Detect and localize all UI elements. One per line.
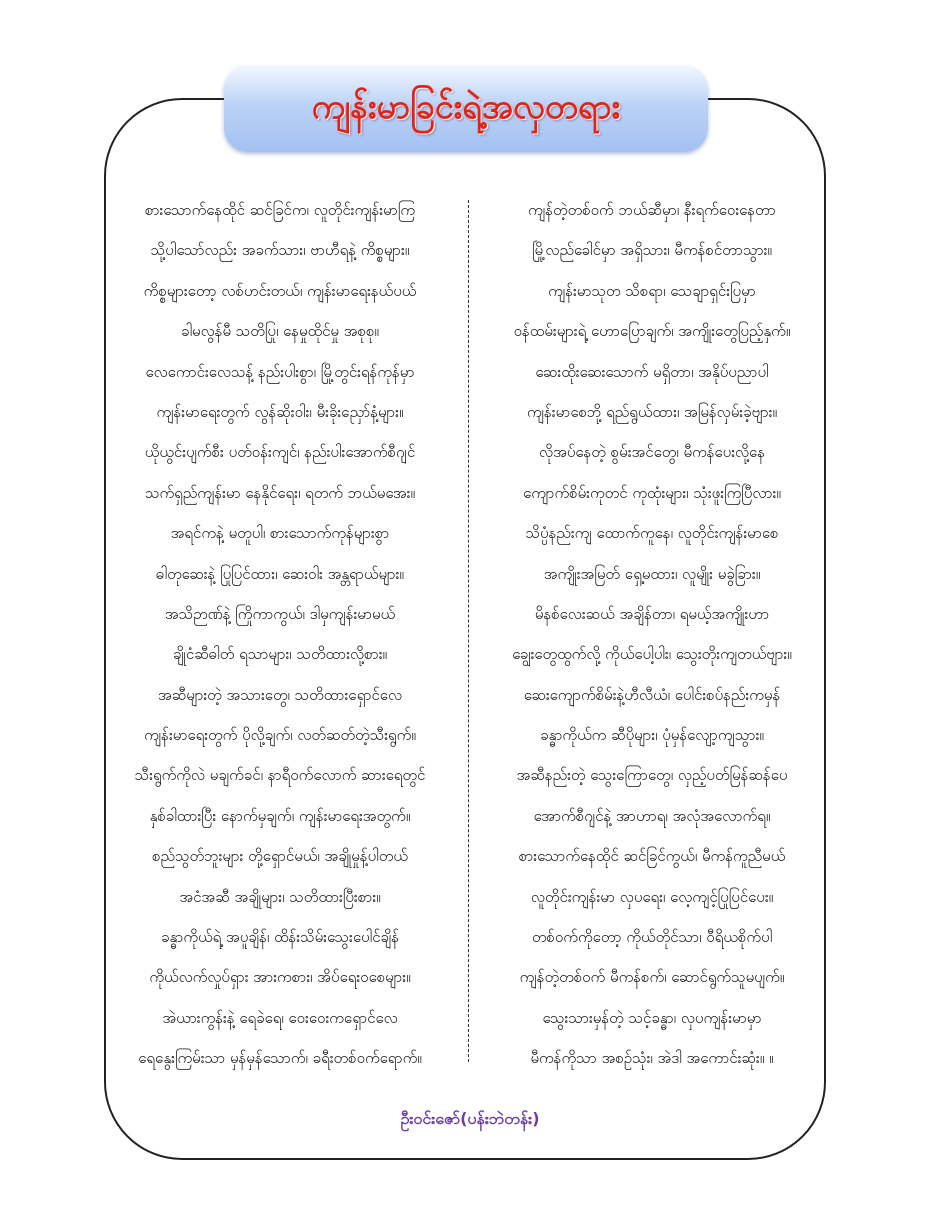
poem-line: အဲယားကွန်းနဲ့ ရေခဲရေ၊ ဝေးဝေးကရှောင်လေ xyxy=(162,1008,398,1027)
poem-line: အောက်စီဂျင်နဲ့ အာဟာရ၊ အလုံအလောက်ရ။ xyxy=(533,806,771,825)
poem-line: ကျန်းမာသုတ သိစရာ၊ သေချာရှင်းပြမှာ xyxy=(548,281,756,300)
poem-column-left xyxy=(110,190,450,1079)
poem-line: လိုအပ်နေတဲ့ စွမ်းအင်တွေ၊ မီကန်ပေးလို့နေ xyxy=(539,443,765,462)
poem-line: ခန္ဓာကိုယ်က ဆီပိုများ၊ ပုံမှန်လျော့ကျသွား။ xyxy=(540,726,764,745)
poem-line: စားသောက်နေထိုင် ဆင်ခြင်က၊ လူတိုင်းကျန်းမာကြ xyxy=(144,201,416,219)
poem-line: သီးရွက်ကိုလဲ မချက်ခင်၊ နာရီဝက်လောက် ဆားရေတွင် xyxy=(134,766,426,785)
poem-line: အဆီနည်းတဲ့ သွေးကြောတွေ၊ လှည့်ပတ်မြန်ဆန်ပေ xyxy=(516,766,788,785)
poem-line: စည်သွတ်ဘူးများ တို့ရှောင်မယ်၊ အချိုမှုန့်ပါတယ် xyxy=(152,847,408,866)
poem-line: တစ်ဝက်ကိုတော့ ကိုယ်တိုင်သာ၊ ဝီရိယစိုက်ပါ xyxy=(531,928,773,947)
poem-line: လေကောင်းလေသန့် နည်းပါးစွာ၊ မြို့တွင်းရန်ကုန်မှာ xyxy=(145,362,415,381)
poem-line: ရေနွေးကြမ်းသာ မှန်မှန်သောက်၊ ခရီးတစ်ဝက်ရောက်။ xyxy=(138,1049,422,1068)
poem-line: ဆေးကျောက်စိမ်းနဲ့ဟီလီယံ၊ ပေါင်းစပ်နည်းကမှန် xyxy=(523,685,781,704)
column-divider xyxy=(468,200,469,1062)
poem-line: ခါမလွန်မီ သတိပြု၊ နေမှုထိုင်မှု အစုစု။ xyxy=(181,322,379,341)
poem-line: ချိုငံဆီဓါတ် ရသာများ၊ သတိထားလို့စား။ xyxy=(172,645,388,664)
poem-line: ဓါတုဆေးနဲ့ ပြုပြင်ထား၊ ဆေးဝါး အန္တရာယ်များ။ xyxy=(156,564,404,583)
poem-column-right xyxy=(482,190,822,1079)
poem-line: ဝန်ထမ်းများရဲ့ ဟောပြောချက်၊ အကျိုးတွေပြည့်နှက်။ xyxy=(513,322,791,341)
poem-line: ကျန်တဲ့တစ်ဝက် မီကန်စက်၊ ဆောင်ရွက်သူမပျက်။ xyxy=(519,968,785,987)
poem-line: စားသောက်နေထိုင် ဆင်ခြင်ကွယ်၊ မီကန်ကူညီမယ် xyxy=(518,847,786,866)
poem-line: ယိုယွင်းပျက်စီး ပတ်ဝန်းကျင်၊ နည်းပါးအောက်စီဂျင် xyxy=(144,443,416,462)
poem-line: ကျန်းမာရေးတွက် ပိုလို့ချက်၊ လတ်ဆတ်တဲ့သီးရွက်။ xyxy=(144,726,416,745)
poem-line: ကျန်းမာရေးတွက် လွန်ဆိုးဝါး၊ မီးခိုးညှော်နံ့များ။ xyxy=(156,402,404,421)
poem-line: ချွေးတွေထွက်လို့ ကိုယ်ပေါ့ပါး၊ သွေးတိုးကျတယ်ဗျား။ xyxy=(512,645,792,664)
poem-line: ကျန်းမာစေဘို့ ရည်ရွယ်ထား၊ အမြန်လှမ်းခဲ့ဗျား။ xyxy=(526,402,778,421)
page-title: ကျန်းမာခြင်းရဲ့အလှတရား xyxy=(311,86,621,127)
poem-line: မိနစ်လေးဆယ် အချိန်တာ၊ ရမယ့်အကျိုးဟာ xyxy=(534,604,770,623)
poem-line: အသိဉာဏ်နဲ့ ကြိုကာကွယ်၊ ဒါမှကျန်းမာမယ် xyxy=(164,604,396,623)
poem-line: ခန္ဓာကိုယ်ရဲ့ အပူချိန်၊ ထိန်းသိမ်းသွေးပေါင်ချိန် xyxy=(160,928,400,947)
poem-line: အငံအဆီ အချိုများ၊ သတိထားပြီးစား။ xyxy=(179,887,381,906)
author-credit: ဦးဝင်းဇော်(ပန်းဘဲတန်း) xyxy=(400,1109,540,1128)
poem-line: မြို့လည်ခေါင်မှာ အရှိသား၊ မီကန်စင်တာသွား။ xyxy=(532,241,772,260)
poem-line: သွေးသားမှန်တဲ့ သင့်ခန္ဓာ၊ လှပကျန်းမာမှာ xyxy=(542,1008,762,1027)
poem-line: ဆေးထိုးဆေးသောက် မရှိတာ၊ အနိုပ်ပညာပါ xyxy=(535,362,769,381)
poem-line: သိပ္ပံနည်းကျ ထောက်ကူနေ၊ လူတိုင်းကျန်းမာစေ xyxy=(525,524,779,543)
title-banner xyxy=(224,66,708,152)
poem-line: ကိုယ်လက်လှုပ်ရှား အားကစား၊ အိပ်ရေးဝစေများ။ xyxy=(149,968,411,987)
poem-line: သို့ပါသော်လည်း အခက်သား၊ ဗာဟီရနဲ့ ကိစ္စများ။ xyxy=(150,241,410,260)
poem-line: အဆီများတဲ့ အသားတွေ၊ သတိထားရှောင်လေ xyxy=(157,685,403,704)
poem-line: လူတိုင်းကျန်းမာ လှပရေး၊ လေ့ကျင့်ပြုပြင်ပေး။ xyxy=(530,887,774,906)
poem-line: ကျန်တဲ့တစ်ဝက် ဘယ်ဆီမှာ၊ နီးရက်ဝေးနေတာ xyxy=(528,201,776,219)
poem-line: မီကန်ကိုသာ အစဉ်သုံး၊ အဲဒါ အကောင်းဆုံး။ ။ xyxy=(530,1049,774,1068)
poem-line: နှစ်ခါထားပြီး နောက်မှချက်၊ ကျန်းမာရေးအတွက်။ xyxy=(149,806,411,825)
poem-line: ကျောက်စိမ်းကုတင် ကုထုံးများ၊ သုံးဖူးကြပြီလား။ xyxy=(523,483,781,502)
poem-line: ကိစ္စများတော့ လစ်ဟင်းတယ်၊ ကျန်းမာရေးနယ်ပယ် xyxy=(143,281,417,300)
poem-line: အကျိုးအမြတ် ရှေ့မထား၊ လူမျိုး မခွဲခြား။ xyxy=(543,564,761,583)
poem-line: အရင်ကနဲ့ မတူပါ၊ စားသောက်ကုန်များစွာ xyxy=(170,524,390,543)
poem-line: သက်ရှည်ကျန်းမာ နေနိုင်ရေး၊ ရတက် ဘယ်မအေး။ xyxy=(144,483,416,502)
